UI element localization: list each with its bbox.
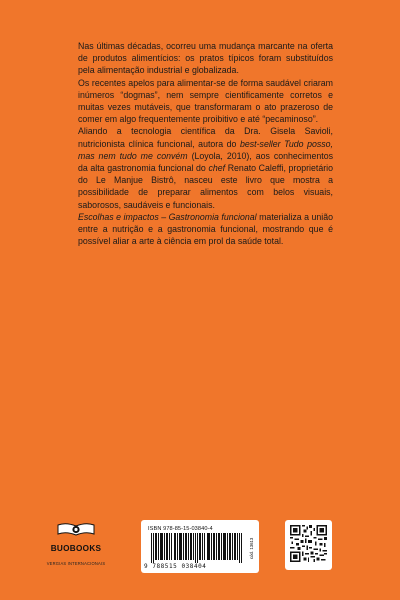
- isbn-barcode: [141, 520, 259, 573]
- product-code: cód. 13613: [249, 537, 254, 559]
- qr-code-icon: [290, 525, 327, 562]
- book-title: Escolhas e impactos – Gastronomia funcional: [78, 211, 257, 222]
- publisher-logo: [40, 522, 112, 574]
- publisher-name: BUOBOOKS: [50, 544, 102, 553]
- paragraph-4: [78, 211, 333, 248]
- back-cover-text: [78, 40, 333, 247]
- paragraph-3-part-a: Aliando a tecnologia científica da Dra. Gisela Savioli, nutricionista clínica funcional, autora do: [78, 126, 333, 149]
- book-title-reference: best-seller Tudo posso, mas nem tudo me convém: [78, 138, 333, 161]
- chef-word: chef: [208, 163, 226, 174]
- barcode-bars: [151, 533, 243, 563]
- paragraph-4-rest: materializa a união entre a nutrição e a gastronomia funcional, mostrando que é possível aliar a arte à ciência em prol da saúde total.: [78, 211, 333, 247]
- paragraph-3-part-c: Renato Caleffi, proprietário do Le Manjue Bistrô, nasceu este livro que mostra a possibilidade de preparar alimentos com belos visuais, saborosos, saudáveis e funcionais.: [78, 163, 333, 210]
- barcode-digits: 9 788515 038404: [144, 563, 207, 570]
- paragraph-2: Os recentes apelos para alimentar-se de forma saudável criaram inúmeros “dogmas”, nem sempre cientificamente corretos e muitas vezes mutáveis, que transformaram o ato prazeroso de comer em algo frequentemente proibitivo e até “pecaminoso”.: [78, 77, 333, 125]
- book-badge-icon: [56, 522, 96, 536]
- paragraph-1: Nas últimas décadas, ocorreu uma mudança marcante na oferta de produtos alimentícios: os pratos típicos foram substituídos pela alimentação industrial e globalizada.: [78, 41, 333, 76]
- paragraph-3: [78, 125, 333, 210]
- paragraph-3-part-b: (Loyola, 2010), aos conhecimentos da alta gastronomia funcional do: [78, 150, 333, 174]
- qr-code: [285, 520, 332, 570]
- isbn-label: ISBN 978-85-15-03840-4: [148, 526, 213, 532]
- publisher-tagline: VERGIAS INTERNACIONAIS: [46, 561, 106, 566]
